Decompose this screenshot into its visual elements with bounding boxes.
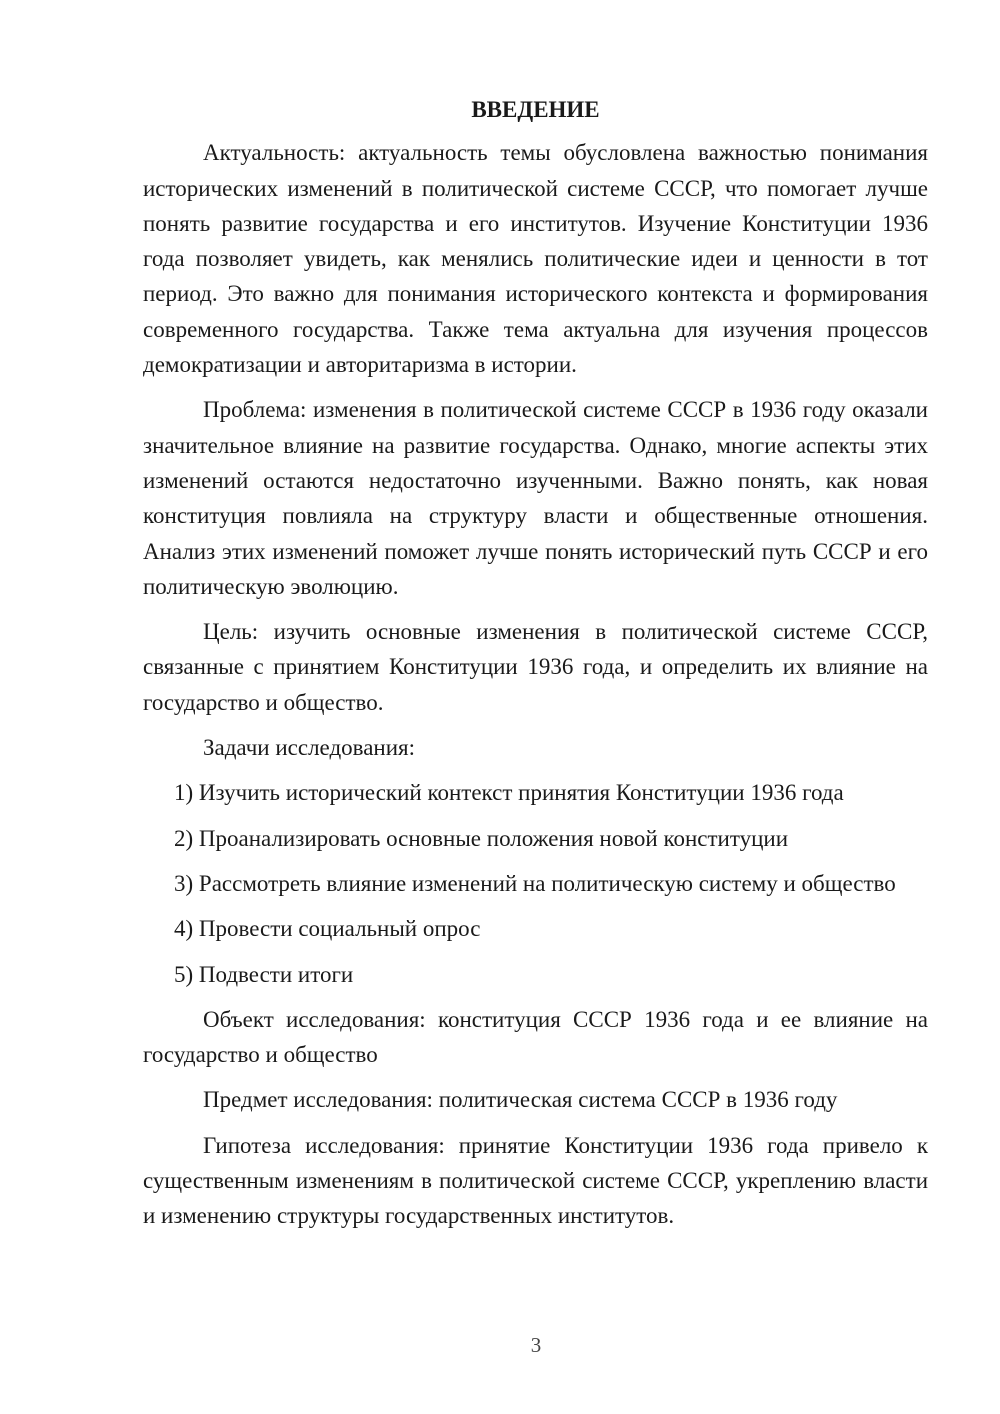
goal-paragraph: Цель: изучить основные изменения в политической системе СССР, связанные с принятием Конституции 1936 года, и определить их влияние на государство и общество.: [143, 619, 928, 715]
problem-paragraph: Проблема: изменения в политической системе СССР в 1936 году оказали значительное влияние на развитие государства. Однако, многие аспекты этих изменений остаются недостаточно изученными. Важно понять, как новая конституция повлияла на структуру власти и общественные отношения. Анализ этих изменений поможет лучше понять исторический путь СССР и его политическую эволюцию.: [143, 397, 928, 599]
tasks-heading: Задачи исследования:: [203, 735, 416, 761]
hypothesis-paragraph: Гипотеза исследования: принятие Конституции 1936 года привело к существенным изменениям в политической системе СССР, укреплению власти и изменению структуры государственных институтов.: [143, 1132, 928, 1229]
task-item: 1) Изучить исторический контекст принятия Конституции 1936 года: [174, 780, 844, 806]
page-number: 3: [530, 1333, 542, 1357]
task-item: 3) Рассмотреть влияние изменений на политическую систему и общество: [174, 870, 896, 896]
page-title: ВВЕДЕНИЕ: [471, 97, 600, 122]
object-paragraph: Объект исследования: конституция СССР 1936 года и ее влияние на государство и общество: [143, 1006, 928, 1068]
subject-paragraph: Предмет исследования: политическая система СССР в 1936 году: [203, 1087, 838, 1113]
relevance-paragraph: Актуальность: актуальность темы обусловлена важностью понимания исторических изменений в политической системе СССР, что помогает лучше понять развитие государства и его институтов. Изучение Конституции 1936 года позволяет увидеть, как менялись политические идеи и ценности в тот период. Это важно для понимания исторического контекста и формирования современного государства. Также тема актуальна для изучения процессов демократизации и авторитаризма в истории.: [143, 140, 928, 378]
task-item: 2) Проанализировать основные положения новой конституции: [174, 825, 789, 851]
tasks-list: [143, 775, 928, 991]
task-item: 4) Провести социальный опрос: [174, 916, 481, 942]
document-body: [143, 92, 928, 1244]
task-item: 5) Подвести итоги: [174, 961, 354, 987]
